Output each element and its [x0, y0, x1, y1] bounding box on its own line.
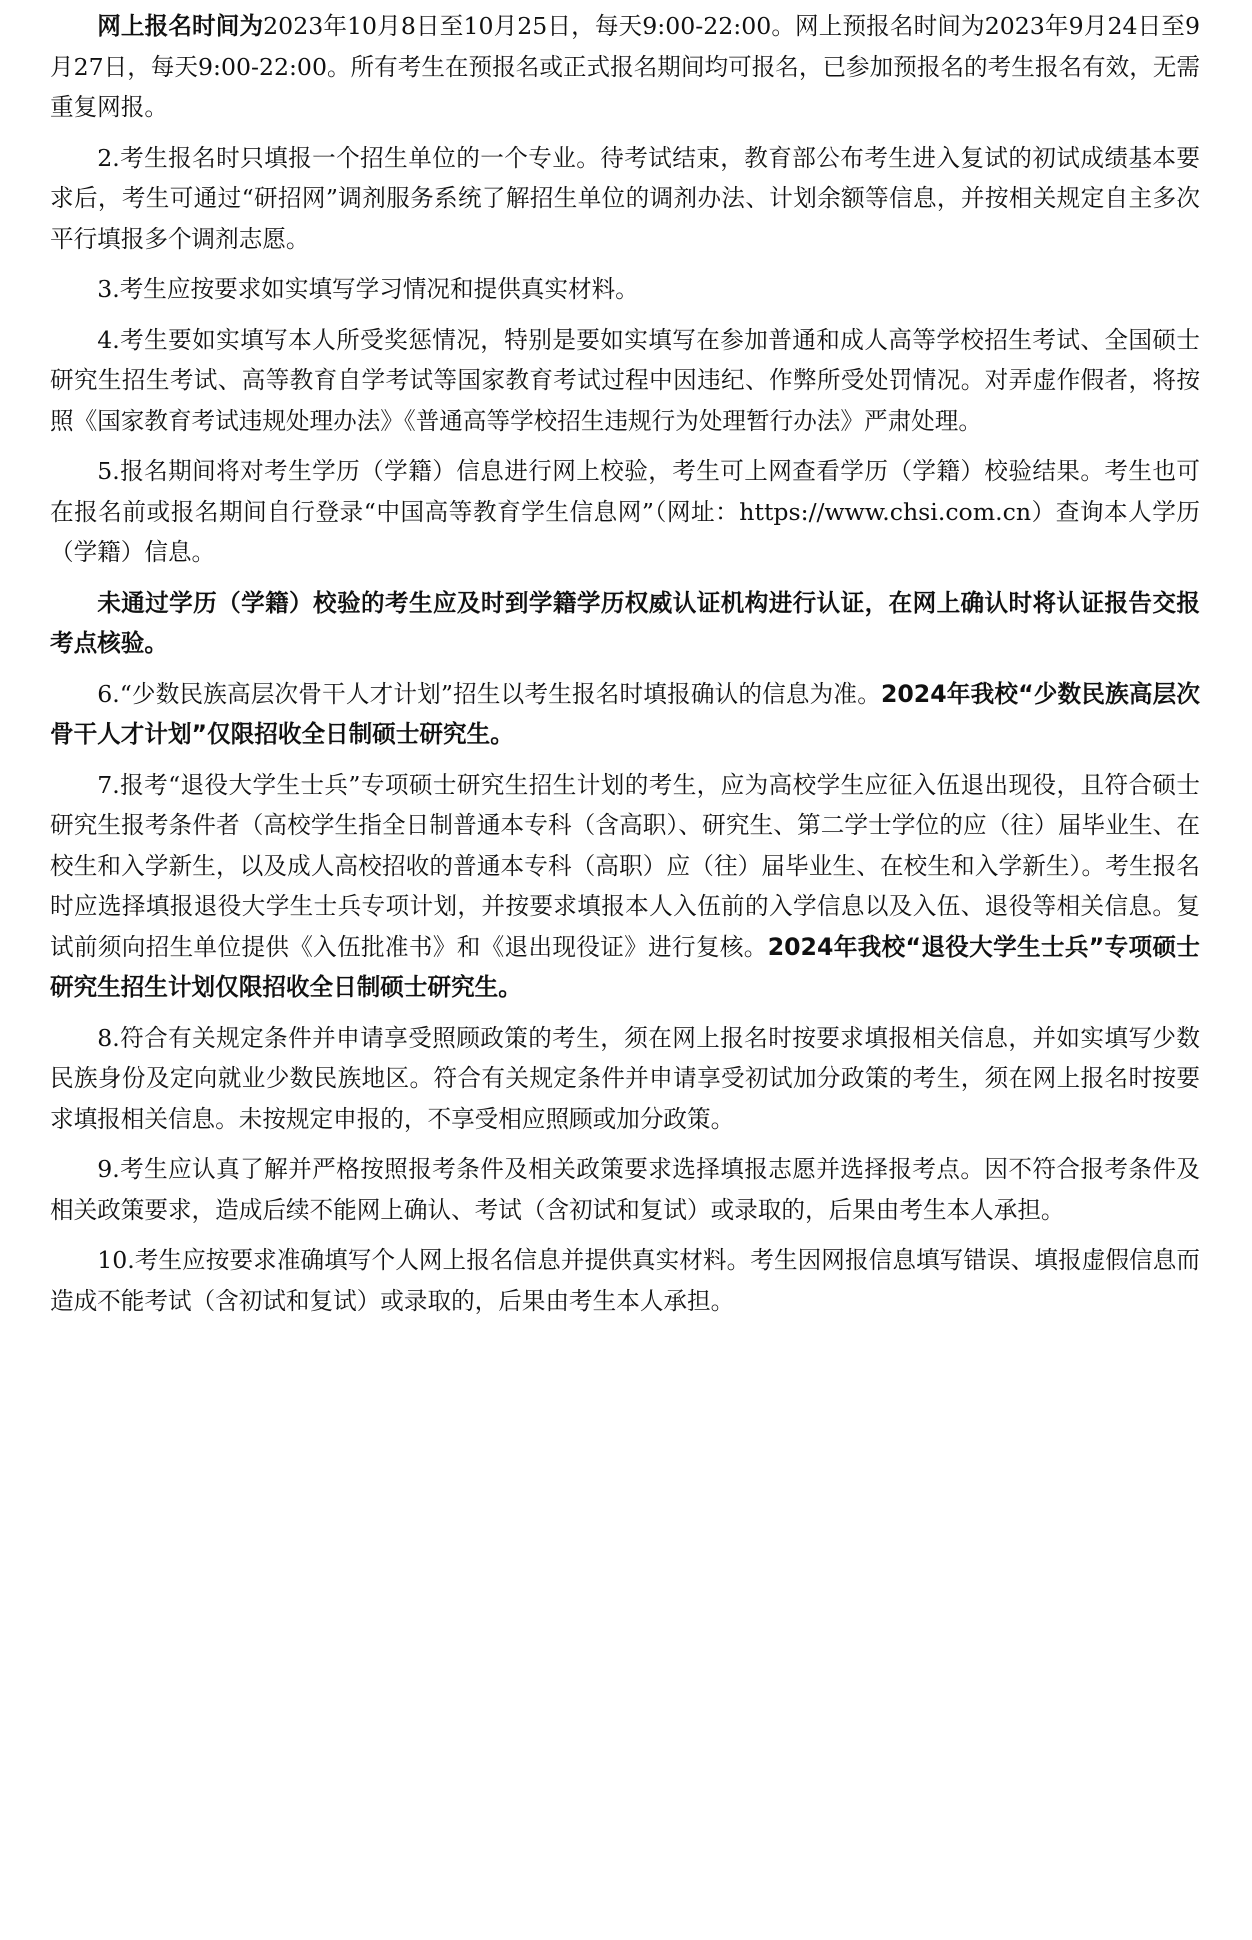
item-9-text: 9.考生应认真了解并严格按照报考条件及相关政策要求选择填报志愿并选择报考点。因不符合报考条件及相关政策要求，造成后续不能网上确认、考试（含初试和复试）或录取的，后果由考生本人承担。: [50, 1155, 1200, 1224]
paragraph-item-5-note: [50, 583, 1200, 664]
paragraph-item-9: [50, 1149, 1200, 1230]
item-5-text: 5.报名期间将对考生学历（学籍）信息进行网上校验，考生可上网查看学历（学籍）校验结果。考生也可在报名前或报名期间自行登录“中国高等教育学生信息网”（网址：https://www.chsi.com.cn）查询本人学历（学籍）信息。: [50, 457, 1200, 566]
paragraph-item-7: [50, 765, 1200, 1008]
item-4-text: 4.考生要如实填写本人所受奖惩情况，特别是要如实填写在参加普通和成人高等学校招生考试、全国硕士研究生招生考试、高等教育自学考试等国家教育考试过程中因违纪、作弊所受处罚情况。对弄虚作假者，将按照《国家教育考试违规处理办法》《普通高等学校招生违规行为处理暂行办法》严肃处理。: [50, 325, 1200, 435]
paragraph-item-8: [50, 1018, 1200, 1140]
paragraph-registration-time: [50, 6, 1200, 128]
item-5-note-text: 未通过学历（学籍）校验的考生应及时到学籍学历权威认证机构进行认证，在网上确认时将认证报告交报考点核验。: [50, 588, 1200, 657]
item-8-text: 8.符合有关规定条件并申请享受照顾政策的考生，须在网上报名时按要求填报相关信息，并如实填写少数民族身份及定向就业少数民族地区。符合有关规定条件并申请享受初试加分政策的考生，须在网上报名时按要求填报相关信息。未按规定申报的，不享受相应照顾或加分政策。: [50, 1023, 1200, 1133]
item-6-bold-text: 2024年我校“少数民族高层次骨干人才计划”仅限招收全日制硕士研究生。: [50, 679, 1200, 748]
item-10-text: 10.考生应按要求准确填写个人网上报名信息并提供真实材料。考生因网报信息填写错误、填报虚假信息而造成不能考试（含初试和复试）或录取的，后果由考生本人承担。: [50, 1246, 1200, 1315]
paragraph-item-10: [50, 1240, 1200, 1321]
paragraph-item-2: [50, 138, 1200, 260]
registration-time-text: 2023年10月8日至10月25日，每天9:00-22:00。网上预报名时间为2023年9月24日至9月27日，每天9:00-22:00。所有考生在预报名或正式报名期间均可报名，已参加预报名的考生报名有效，无需重复网报。: [50, 12, 1201, 121]
paragraph-item-4: [50, 320, 1200, 442]
paragraph-item-3: [50, 269, 1200, 310]
registration-time-lead: 网上报名时间为: [97, 12, 264, 40]
paragraph-item-6: [50, 674, 1200, 755]
item-3-text: 3.考生应按要求如实填写学习情况和提供真实材料。: [97, 275, 639, 303]
item-7-bold-text: 2024年我校“退役大学生士兵”专项硕士研究生招生计划仅限招收全日制硕士研究生。: [50, 932, 1200, 1001]
item-2-text: 2.考生报名时只填报一个招生单位的一个专业。待考试结束，教育部公布考生进入复试的初试成绩基本要求后，考生可通过“研招网”调剂服务系统了解招生单位的调剂办法、计划余额等信息，并按相关规定自主多次平行填报多个调剂志愿。: [50, 143, 1200, 253]
item-6-text: 6.“少数民族高层次骨干人才计划”招生以考生报名时填报确认的信息为准。: [97, 679, 881, 708]
item-7-text: 7.报考“退役大学生士兵”专项硕士研究生招生计划的考生，应为高校学生应征入伍退出现役，且符合硕士研究生报考条件者（高校学生指全日制普通本专科（含高职）、研究生、第二学士学位的应（往）届毕业生、在校生和入学新生，以及成人高校招收的普通本专科（高职）应（往）届毕业生、在校生和入学新生）。考生报名时应选择填报退役大学生士兵专项计划，并按要求填报本人入伍前的入学信息以及入伍、退役等相关信息。复试前须向招生单位提供《入伍批准书》和《退出现役证》进行复核。: [50, 770, 1200, 961]
paragraph-item-5: [50, 451, 1200, 573]
